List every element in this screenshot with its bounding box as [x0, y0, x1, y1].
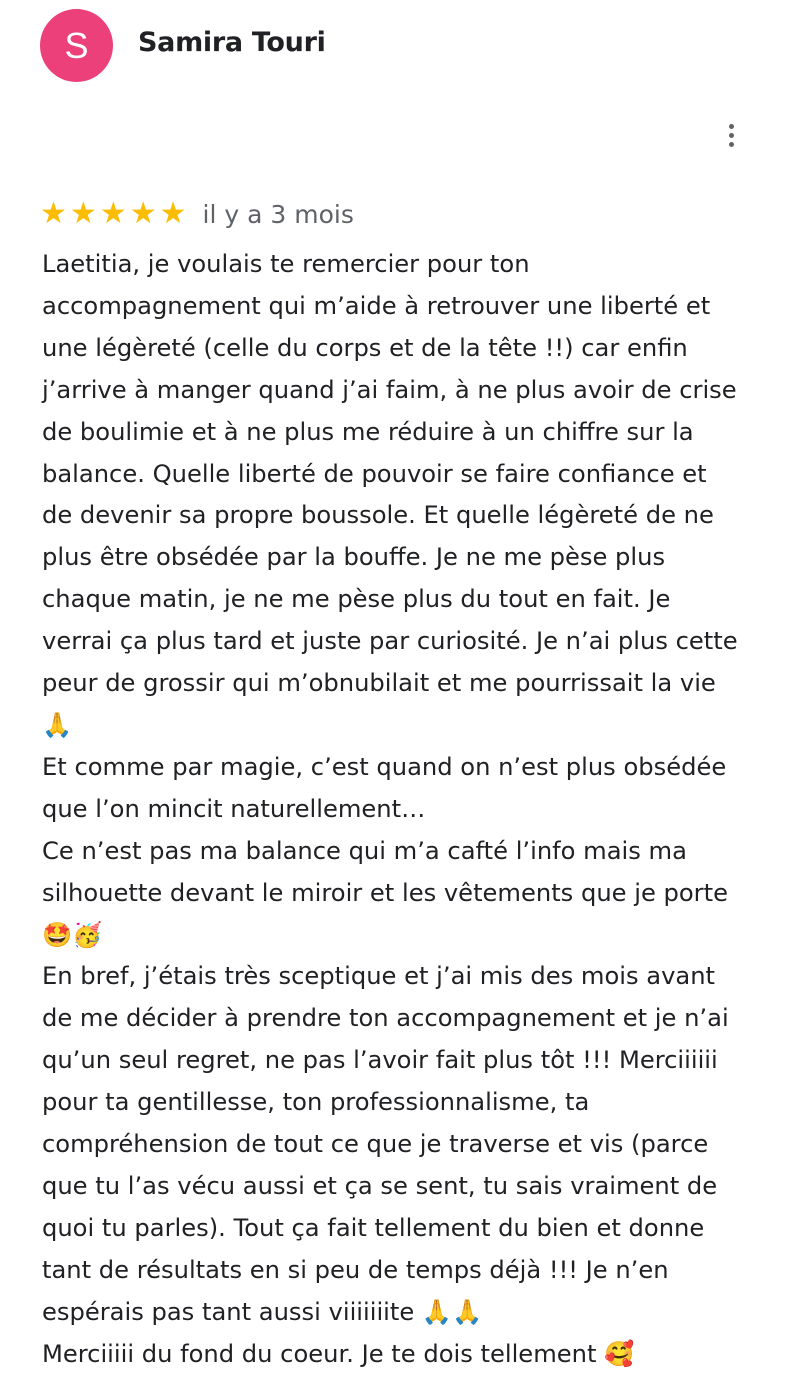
- review-line: plus être obsédée par la bouffe. Je ne me pèse plus: [42, 543, 666, 572]
- review-line: 🤩🥳: [42, 920, 103, 949]
- star-icon: ★: [159, 196, 187, 231]
- star-icon: ★: [69, 196, 97, 231]
- review-line: Merciiiii du fond du coeur. Je te dois tellement 🥰: [42, 1339, 635, 1368]
- menu-dot: [729, 142, 734, 147]
- review-text: [42, 244, 762, 1375]
- review-line: 🙏: [42, 710, 73, 739]
- star-rating: [40, 198, 187, 230]
- review-line: accompagnement qui m’aide à retrouver une liberté et: [42, 291, 711, 320]
- review-line: En bref, j’étais très sceptique et j’ai mis des mois avant: [42, 962, 716, 991]
- star-icon: ★: [129, 196, 157, 231]
- star-icon: ★: [40, 196, 67, 231]
- review-line: peur de grossir qui m’obnubilait et me pourrissait la vie: [42, 669, 716, 698]
- menu-dot: [729, 133, 734, 138]
- review-line: silhouette devant le miroir et les vêtements que je porte: [42, 878, 728, 907]
- review-line: j’arrive à manger quand j’ai faim, à ne plus avoir de crise: [42, 375, 737, 404]
- review-line: que tu l’as vécu aussi et ça se sent, tu sais vraiment de: [42, 1171, 718, 1200]
- rating-row: [40, 198, 354, 230]
- review-line: espérais pas tant aussi viiiiiiite 🙏🙏: [42, 1297, 483, 1326]
- review-line: une légèreté (celle du corps et de la tête !!) car enfin: [42, 333, 688, 362]
- review-line: Ce n’est pas ma balance qui m’a cafté l’info mais ma: [42, 836, 687, 865]
- review-line: tant de résultats en si peu de temps déjà !!! Je n’en: [42, 1255, 669, 1284]
- review-line: de boulimie et à ne plus me réduire à un chiffre sur la: [42, 417, 694, 446]
- star-icon: ★: [99, 196, 127, 231]
- review-line: Et comme par magie, c’est quand on n’est plus obsédée: [42, 752, 727, 781]
- review-line: qu’un seul regret, ne pas l’avoir fait plus tôt !!! Merciiiiii: [42, 1046, 718, 1075]
- review-line: verrai ça plus tard et juste par curiosité. Je n’ai plus cette: [42, 627, 738, 656]
- review-line: pour ta gentillesse, ton professionnalisme, ta: [42, 1088, 590, 1117]
- review-date: il y a 3 mois: [202, 199, 354, 229]
- review-line: balance. Quelle liberté de pouvoir se faire confiance et: [42, 459, 707, 488]
- review-line: que l’on mincit naturellement…: [42, 794, 426, 823]
- reviewer-name[interactable]: Samira Touri: [138, 27, 326, 58]
- review-line: de me décider à prendre ton accompagnement et je n’ai: [42, 1004, 729, 1033]
- vertical-dots-icon[interactable]: [716, 118, 746, 152]
- review-line: compréhension de tout ce que je traverse et vis (parce: [42, 1130, 709, 1159]
- review-line: chaque matin, je ne me pèse plus du tout en fait. Je: [42, 585, 671, 614]
- review-line: de devenir sa propre boussole. Et quelle légèreté de ne: [42, 501, 714, 530]
- avatar[interactable]: S: [40, 9, 113, 82]
- review-line: quoi tu parles). Tout ça fait tellement du bien et donne: [42, 1213, 705, 1242]
- menu-dot: [729, 124, 734, 129]
- review-line: Laetitia, je voulais te remercier pour ton: [42, 250, 530, 278]
